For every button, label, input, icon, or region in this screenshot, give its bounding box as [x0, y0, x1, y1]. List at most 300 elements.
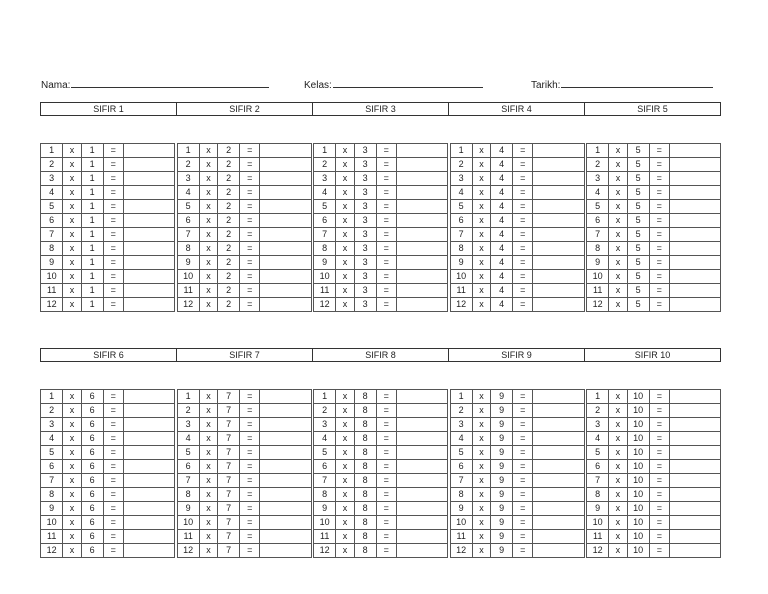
name-label: Nama: — [41, 80, 71, 91]
multiplier-cell: 8 — [354, 530, 376, 544]
table-row — [314, 284, 448, 298]
table-row — [41, 488, 175, 502]
multiplier-cell: 1 — [81, 270, 103, 284]
row-number-cell: 12 — [450, 298, 472, 312]
answer-cell[interactable] — [123, 460, 174, 474]
answer-cell[interactable] — [123, 186, 174, 200]
table-row — [177, 516, 311, 530]
answer-cell[interactable] — [533, 432, 584, 446]
answer-cell[interactable] — [533, 172, 584, 186]
multiplier-cell: 9 — [491, 404, 513, 418]
equals-sign-cell: = — [649, 502, 669, 516]
times-sign-cell: x — [199, 502, 217, 516]
answer-cell[interactable] — [396, 446, 447, 460]
equals-sign-cell: = — [649, 144, 669, 158]
equals-sign-cell: = — [103, 460, 123, 474]
answer-cell[interactable] — [123, 530, 174, 544]
multiplier-cell: 4 — [491, 256, 513, 270]
answer-cell[interactable] — [123, 158, 174, 172]
table-row — [177, 144, 311, 158]
multiplier-cell: 2 — [218, 144, 240, 158]
row-number-cell: 4 — [587, 186, 609, 200]
table-row — [450, 298, 584, 312]
table-row — [587, 256, 721, 270]
answer-cell[interactable] — [260, 446, 311, 460]
times-sign-cell: x — [609, 474, 627, 488]
table-title: SIFIR 6 — [93, 350, 124, 360]
answer-cell[interactable] — [669, 200, 720, 214]
times-sign-cell: x — [609, 298, 627, 312]
row-number-cell: 3 — [177, 172, 199, 186]
row-number-cell: 4 — [587, 432, 609, 446]
answer-cell[interactable] — [533, 404, 584, 418]
multiplier-cell: 7 — [218, 516, 240, 530]
answer-cell[interactable] — [670, 390, 721, 404]
answer-cell[interactable] — [396, 270, 447, 284]
table-title: SIFIR 2 — [176, 103, 312, 115]
times-sign-cell: x — [63, 502, 81, 516]
table-row — [450, 270, 584, 284]
row-number-cell: 12 — [177, 544, 199, 558]
row-number-cell: 11 — [587, 284, 609, 298]
answer-cell[interactable] — [533, 242, 584, 256]
answer-cell[interactable] — [260, 284, 311, 298]
row-number-cell: 7 — [41, 228, 63, 242]
table-row — [587, 270, 721, 284]
equals-sign-cell: = — [103, 256, 123, 270]
answer-cell[interactable] — [123, 544, 174, 558]
answer-cell[interactable] — [396, 544, 447, 558]
answer-cell[interactable] — [123, 488, 174, 502]
answer-cell[interactable] — [396, 214, 447, 228]
row-number-cell: 11 — [177, 530, 199, 544]
answer-cell[interactable] — [669, 256, 720, 270]
equals-sign-cell: = — [240, 516, 260, 530]
table-row — [587, 172, 721, 186]
table-row — [450, 390, 584, 404]
answer-cell[interactable] — [669, 158, 720, 172]
answer-cell[interactable] — [396, 158, 447, 172]
answer-cell[interactable] — [123, 474, 174, 488]
answer-cell[interactable] — [123, 228, 174, 242]
answer-cell[interactable] — [260, 186, 311, 200]
answer-cell[interactable] — [260, 144, 311, 158]
equals-sign-cell: = — [649, 298, 669, 312]
times-sign-cell: x — [472, 284, 490, 298]
answer-cell[interactable] — [669, 186, 720, 200]
multiplier-cell: 4 — [491, 172, 513, 186]
equals-sign-cell: = — [103, 502, 123, 516]
row-number-cell: 8 — [177, 242, 199, 256]
row-number-cell: 6 — [177, 460, 199, 474]
table-row — [450, 214, 584, 228]
table-row — [450, 432, 584, 446]
times-sign-cell: x — [199, 284, 217, 298]
answer-cell[interactable] — [533, 544, 584, 558]
multiplier-cell: 9 — [491, 502, 513, 516]
answer-cell[interactable] — [670, 516, 721, 530]
equals-sign-cell: = — [103, 390, 123, 404]
answer-cell[interactable] — [123, 270, 174, 284]
equals-sign-cell: = — [649, 284, 669, 298]
table-row — [587, 390, 721, 404]
answer-cell[interactable] — [260, 242, 311, 256]
times-sign-cell: x — [472, 158, 490, 172]
times-sign-cell: x — [336, 418, 354, 432]
multiplier-cell: 3 — [354, 144, 376, 158]
answer-cell[interactable] — [260, 502, 311, 516]
answer-cell[interactable] — [533, 474, 584, 488]
row-number-cell: 5 — [587, 200, 609, 214]
multiplier-cell: 2 — [218, 214, 240, 228]
multiplier-cell: 10 — [627, 530, 649, 544]
equals-sign-cell: = — [376, 460, 396, 474]
row-number-cell: 1 — [587, 144, 609, 158]
answer-cell[interactable] — [260, 390, 311, 404]
date-blank-line[interactable] — [561, 78, 713, 88]
answer-cell[interactable] — [670, 530, 721, 544]
equals-sign-cell: = — [240, 404, 260, 418]
answer-cell[interactable] — [669, 144, 720, 158]
answer-cell[interactable] — [260, 488, 311, 502]
table-row — [587, 516, 721, 530]
row-number-cell: 12 — [177, 298, 199, 312]
answer-cell[interactable] — [669, 270, 720, 284]
table-row — [177, 298, 311, 312]
answer-cell[interactable] — [533, 186, 584, 200]
answer-cell[interactable] — [669, 298, 720, 312]
name-field[interactable] — [41, 78, 269, 91]
answer-cell[interactable] — [533, 530, 584, 544]
row-number-cell: 6 — [177, 214, 199, 228]
equals-sign-cell: = — [376, 228, 396, 242]
answer-cell[interactable] — [533, 144, 584, 158]
multiplier-cell: 6 — [81, 502, 103, 516]
name-blank-line[interactable] — [71, 78, 269, 88]
times-sign-cell: x — [609, 242, 627, 256]
answer-cell[interactable] — [123, 172, 174, 186]
answer-cell[interactable] — [670, 544, 721, 558]
answer-cell[interactable] — [533, 200, 584, 214]
row-number-cell: 9 — [314, 256, 336, 270]
answer-cell[interactable] — [396, 172, 447, 186]
answer-cell[interactable] — [260, 298, 311, 312]
answer-cell[interactable] — [670, 488, 721, 502]
answer-cell[interactable] — [396, 298, 447, 312]
answer-cell[interactable] — [533, 446, 584, 460]
equals-sign-cell: = — [240, 256, 260, 270]
answer-cell[interactable] — [123, 242, 174, 256]
table-row — [587, 460, 721, 474]
answer-cell[interactable] — [670, 418, 721, 432]
row-number-cell: 3 — [450, 418, 472, 432]
equals-sign-cell: = — [240, 544, 260, 558]
multiplier-cell: 10 — [627, 502, 649, 516]
section1-tables — [40, 143, 721, 312]
answer-cell[interactable] — [396, 228, 447, 242]
times-sign-cell: x — [63, 544, 81, 558]
answer-cell[interactable] — [396, 432, 447, 446]
answer-cell[interactable] — [260, 516, 311, 530]
answer-cell[interactable] — [123, 284, 174, 298]
multiplier-cell: 9 — [491, 432, 513, 446]
answer-cell[interactable] — [533, 298, 584, 312]
answer-cell[interactable] — [396, 460, 447, 474]
table-row — [177, 270, 311, 284]
times-sign-cell: x — [336, 390, 354, 404]
times-sign-cell: x — [63, 404, 81, 418]
answer-cell[interactable] — [533, 270, 584, 284]
answer-cell[interactable] — [123, 390, 174, 404]
answer-cell[interactable] — [260, 418, 311, 432]
equals-sign-cell: = — [376, 284, 396, 298]
multiplier-cell: 10 — [627, 474, 649, 488]
multiplier-cell: 9 — [491, 544, 513, 558]
answer-cell[interactable] — [670, 446, 721, 460]
multiplier-cell: 3 — [354, 228, 376, 242]
table-row — [587, 404, 721, 418]
times-sign-cell: x — [609, 284, 627, 298]
answer-cell[interactable] — [533, 214, 584, 228]
answer-cell[interactable] — [396, 242, 447, 256]
table-row — [314, 530, 448, 544]
equals-sign-cell: = — [240, 432, 260, 446]
table-row — [177, 432, 311, 446]
equals-sign-cell: = — [240, 270, 260, 284]
times-sign-cell: x — [336, 502, 354, 516]
times-sign-cell: x — [472, 242, 490, 256]
row-number-cell: 5 — [587, 446, 609, 460]
row-number-cell: 2 — [314, 404, 336, 418]
answer-cell[interactable] — [670, 474, 721, 488]
times-sign-cell: x — [63, 256, 81, 270]
multiplier-cell: 7 — [218, 488, 240, 502]
times-sign-cell: x — [609, 516, 627, 530]
answer-cell[interactable] — [670, 502, 721, 516]
answer-cell[interactable] — [123, 502, 174, 516]
equals-sign-cell: = — [649, 488, 669, 502]
row-number-cell: 8 — [177, 488, 199, 502]
multiplier-cell: 7 — [218, 446, 240, 460]
multiplier-cell: 7 — [218, 474, 240, 488]
equals-sign-cell: = — [513, 530, 533, 544]
multiplier-cell: 5 — [627, 214, 649, 228]
answer-cell[interactable] — [533, 516, 584, 530]
answer-cell[interactable] — [260, 474, 311, 488]
answer-cell[interactable] — [396, 502, 447, 516]
answer-cell[interactable] — [669, 228, 720, 242]
times-sign-cell: x — [336, 530, 354, 544]
answer-cell[interactable] — [533, 284, 584, 298]
answer-cell[interactable] — [123, 418, 174, 432]
answer-cell[interactable] — [396, 200, 447, 214]
times-sign-cell: x — [336, 228, 354, 242]
row-number-cell: 9 — [177, 502, 199, 516]
answer-cell[interactable] — [260, 200, 311, 214]
table-row — [41, 158, 175, 172]
times-table — [586, 143, 721, 312]
answer-cell[interactable] — [669, 214, 720, 228]
row-number-cell: 8 — [314, 488, 336, 502]
answer-cell[interactable] — [260, 172, 311, 186]
answer-cell[interactable] — [669, 172, 720, 186]
equals-sign-cell: = — [649, 228, 669, 242]
answer-cell[interactable] — [533, 158, 584, 172]
row-number-cell: 12 — [314, 544, 336, 558]
times-sign-cell: x — [63, 200, 81, 214]
equals-sign-cell: = — [376, 256, 396, 270]
answer-cell[interactable] — [396, 284, 447, 298]
table-row — [177, 502, 311, 516]
answer-cell[interactable] — [670, 432, 721, 446]
answer-cell[interactable] — [260, 460, 311, 474]
answer-cell[interactable] — [396, 390, 447, 404]
table-title: SIFIR 3 — [312, 103, 448, 115]
equals-sign-cell: = — [649, 390, 669, 404]
multiplier-cell: 3 — [354, 172, 376, 186]
multiplier-cell: 5 — [627, 228, 649, 242]
multiplier-cell: 1 — [81, 158, 103, 172]
times-sign-cell: x — [609, 390, 627, 404]
equals-sign-cell: = — [513, 418, 533, 432]
table-row — [41, 404, 175, 418]
table-row — [41, 474, 175, 488]
multiplier-cell: 5 — [627, 270, 649, 284]
answer-cell[interactable] — [260, 270, 311, 284]
answer-cell[interactable] — [260, 256, 311, 270]
answer-cell[interactable] — [260, 404, 311, 418]
answer-cell[interactable] — [533, 228, 584, 242]
table-row — [314, 256, 448, 270]
answer-cell[interactable] — [123, 200, 174, 214]
row-number-cell: 8 — [41, 242, 63, 256]
equals-sign-cell: = — [376, 298, 396, 312]
answer-cell[interactable] — [260, 158, 311, 172]
answer-cell[interactable] — [396, 530, 447, 544]
answer-cell[interactable] — [396, 474, 447, 488]
equals-sign-cell: = — [649, 270, 669, 284]
answer-cell[interactable] — [396, 516, 447, 530]
multiplier-cell: 4 — [491, 242, 513, 256]
table-row — [587, 242, 721, 256]
row-number-cell: 11 — [587, 530, 609, 544]
multiplier-cell: 4 — [491, 284, 513, 298]
row-number-cell: 2 — [587, 158, 609, 172]
equals-sign-cell: = — [649, 530, 669, 544]
answer-cell[interactable] — [123, 432, 174, 446]
answer-cell[interactable] — [396, 404, 447, 418]
times-sign-cell: x — [199, 460, 217, 474]
answer-cell[interactable] — [670, 460, 721, 474]
answer-cell[interactable] — [533, 502, 584, 516]
times-sign-cell: x — [63, 418, 81, 432]
times-sign-cell: x — [199, 270, 217, 284]
row-number-cell: 9 — [177, 256, 199, 270]
times-sign-cell: x — [199, 256, 217, 270]
equals-sign-cell: = — [649, 544, 669, 558]
answer-cell[interactable] — [396, 186, 447, 200]
multiplier-cell: 9 — [491, 460, 513, 474]
answer-cell[interactable] — [123, 404, 174, 418]
table-row — [587, 200, 721, 214]
row-number-cell: 1 — [587, 390, 609, 404]
answer-cell[interactable] — [260, 544, 311, 558]
multiplier-cell: 10 — [627, 544, 649, 558]
row-number-cell: 6 — [41, 214, 63, 228]
answer-cell[interactable] — [260, 228, 311, 242]
row-number-cell: 3 — [177, 418, 199, 432]
answer-cell[interactable] — [533, 390, 584, 404]
answer-cell[interactable] — [396, 256, 447, 270]
answer-cell[interactable] — [669, 242, 720, 256]
equals-sign-cell: = — [649, 186, 669, 200]
date-field[interactable] — [531, 78, 713, 91]
multiplier-cell: 10 — [627, 488, 649, 502]
equals-sign-cell: = — [649, 172, 669, 186]
multiplier-cell: 3 — [354, 270, 376, 284]
answer-cell[interactable] — [123, 214, 174, 228]
answer-cell[interactable] — [396, 418, 447, 432]
table-title: SIFIR 5 — [584, 103, 720, 115]
times-table — [450, 389, 585, 558]
class-field[interactable] — [304, 78, 483, 91]
answer-cell[interactable] — [396, 144, 447, 158]
answer-cell[interactable] — [396, 488, 447, 502]
answer-cell[interactable] — [123, 144, 174, 158]
row-number-cell: 10 — [587, 270, 609, 284]
answer-cell[interactable] — [533, 418, 584, 432]
multiplier-cell: 9 — [491, 418, 513, 432]
equals-sign-cell: = — [376, 502, 396, 516]
row-number-cell: 1 — [41, 144, 63, 158]
answer-cell[interactable] — [670, 404, 721, 418]
times-sign-cell: x — [336, 404, 354, 418]
answer-cell[interactable] — [533, 460, 584, 474]
equals-sign-cell: = — [103, 432, 123, 446]
multiplier-cell: 2 — [218, 270, 240, 284]
multiplier-cell: 6 — [81, 390, 103, 404]
equals-sign-cell: = — [513, 390, 533, 404]
table-row — [177, 488, 311, 502]
answer-cell[interactable] — [260, 432, 311, 446]
row-number-cell: 5 — [177, 200, 199, 214]
times-sign-cell: x — [336, 186, 354, 200]
answer-cell[interactable] — [123, 446, 174, 460]
row-number-cell: 12 — [450, 544, 472, 558]
row-number-cell: 6 — [314, 460, 336, 474]
multiplier-cell: 5 — [627, 186, 649, 200]
row-number-cell: 2 — [177, 158, 199, 172]
multiplier-cell: 3 — [354, 158, 376, 172]
row-number-cell: 2 — [450, 158, 472, 172]
answer-cell[interactable] — [533, 256, 584, 270]
equals-sign-cell: = — [513, 460, 533, 474]
answer-cell[interactable] — [260, 530, 311, 544]
answer-cell[interactable] — [669, 284, 720, 298]
answer-cell[interactable] — [260, 214, 311, 228]
class-blank-line[interactable] — [333, 78, 483, 88]
answer-cell[interactable] — [123, 256, 174, 270]
equals-sign-cell: = — [376, 432, 396, 446]
answer-cell[interactable] — [123, 298, 174, 312]
table-row — [41, 242, 175, 256]
answer-cell[interactable] — [123, 516, 174, 530]
answer-cell[interactable] — [533, 488, 584, 502]
times-sign-cell: x — [199, 228, 217, 242]
times-sign-cell: x — [472, 404, 490, 418]
times-sign-cell: x — [336, 214, 354, 228]
multiplier-cell: 3 — [354, 200, 376, 214]
